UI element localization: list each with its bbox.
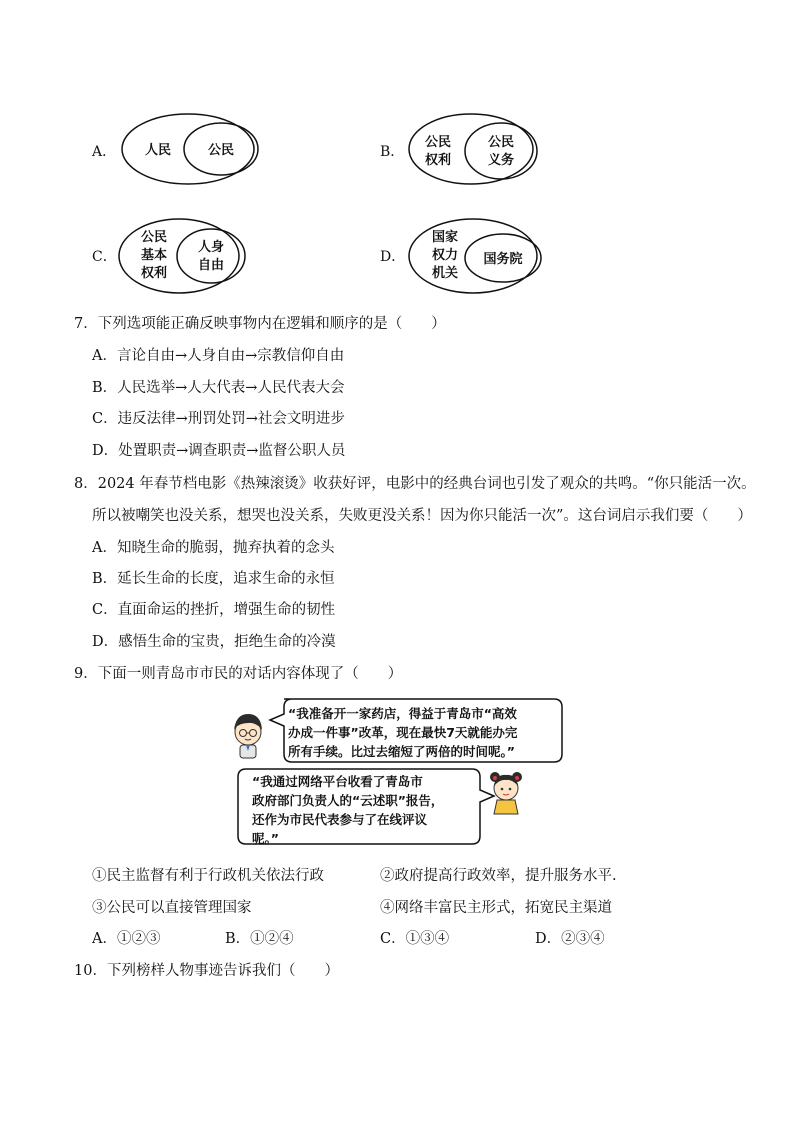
outer-label-2: 基本 xyxy=(140,248,168,263)
outer-label-3: 权利 xyxy=(140,266,168,281)
inner-label-1: 国务院 xyxy=(483,252,523,267)
diagram-a xyxy=(118,108,268,190)
outer-label-2: 权利 xyxy=(424,153,452,168)
q9-statement-3: ③公民可以直接管理国家 xyxy=(92,900,252,916)
bubble-2-line-3: 还作为市民代表参与了在线评议 xyxy=(252,812,428,827)
outer-label: 人民 xyxy=(144,143,172,158)
q8-option-d: D．感悟生命的宝贵，拒绝生命的冷漠 xyxy=(92,634,336,650)
option-d-label: D． xyxy=(380,249,406,265)
outer-label-3: 机关 xyxy=(431,266,459,281)
outer-label-1: 公民 xyxy=(424,135,452,150)
option-a-label: A． xyxy=(92,144,117,160)
outer-label-2: 权力 xyxy=(431,248,459,263)
q9-statement-2: ②政府提高行政效率，提升服务水平. xyxy=(380,868,617,884)
q7-option-a: A．言论自由→人身自由→宗教信仰自由 xyxy=(92,348,345,364)
inner-label-1: 公民 xyxy=(487,135,515,150)
boy-character-illustration xyxy=(228,710,268,762)
q7-option-b: B．人民选举→人大代表→人民代表大会 xyxy=(92,380,345,396)
q8-option-a: A．知晓生命的脆弱，抛弃执着的念头 xyxy=(92,540,335,556)
outer-label-1: 国家 xyxy=(431,230,459,245)
q9-statement-1: ①民主监督有利于行政机关依法行政 xyxy=(92,868,324,884)
inner-ellipse xyxy=(177,229,245,283)
inner-label-1: 人身 xyxy=(197,240,225,255)
q8-option-c: C．直面命运的挫折，增强生命的韧性 xyxy=(92,602,336,618)
diagram-c xyxy=(115,213,255,299)
q9-choice-d: D．②③④ xyxy=(535,931,605,947)
option-b-label: B． xyxy=(380,144,405,160)
q7-stem: 7．下列选项能正确反映事物内在逻辑和顺序的是（ ） xyxy=(74,316,446,332)
inner-ellipse xyxy=(465,123,537,179)
inner-label: 公民 xyxy=(207,143,235,158)
q9-stem: 9．下面一则青岛市市民的对话内容体现了（ ） xyxy=(74,666,403,682)
q8-option-b: B．延长生命的长度，追求生命的永恒 xyxy=(92,571,335,587)
bubble-2-line-2: 政府部门负责人的“云述职”报告， xyxy=(252,793,444,808)
q9-choice-b: B．①②④ xyxy=(225,931,294,947)
option-c-label: C． xyxy=(92,249,117,265)
bubble-1-line-1: “我准备开一家药店，得益于青岛市“高效 xyxy=(288,706,517,721)
outer-label-1: 公民 xyxy=(140,230,168,245)
diagram-d xyxy=(405,213,550,299)
q9-statement-4: ④网络丰富民主形式，拓宽民主渠道 xyxy=(380,900,612,916)
q9-choice-c: C．①③④ xyxy=(380,931,450,947)
bubble-1-line-2: 办成一件事”改革，现在最快7天就能办完 xyxy=(288,725,518,740)
bubble-1-line-3: 所有手续。比过去缩短了两倍的时间呢。” xyxy=(288,744,515,759)
q9-choice-a: A．①②③ xyxy=(92,931,161,947)
girl-character-illustration xyxy=(488,768,524,818)
bubble-2-line-1: “我通过网络平台收看了青岛市 xyxy=(252,774,423,789)
q8-stem-line-2: 所以被嘲笑也没关系，想哭也没关系，失败更没关系！因为你只能活一次”。这台词启示我们要（ ） xyxy=(92,508,752,524)
q7-option-d: D．处置职责→调查职责→监督公职人员 xyxy=(92,443,346,459)
bubble-2-line-4: 呢。” xyxy=(252,831,279,846)
q10-stem: 10．下列榜样人物事迹告诉我们（ ） xyxy=(74,963,339,979)
inner-label-2: 义务 xyxy=(487,153,515,168)
inner-label-2: 自由 xyxy=(197,258,225,273)
q7-option-c: C．违反法律→刑罚处罚→社会文明进步 xyxy=(92,411,345,427)
q8-stem-line-1: 8．2024 年春节档电影《热辣滚烫》收获好评，电影中的经典台词也引发了观众的共鸣。“你只能活一次。 xyxy=(74,476,756,492)
diagram-b xyxy=(405,108,545,190)
